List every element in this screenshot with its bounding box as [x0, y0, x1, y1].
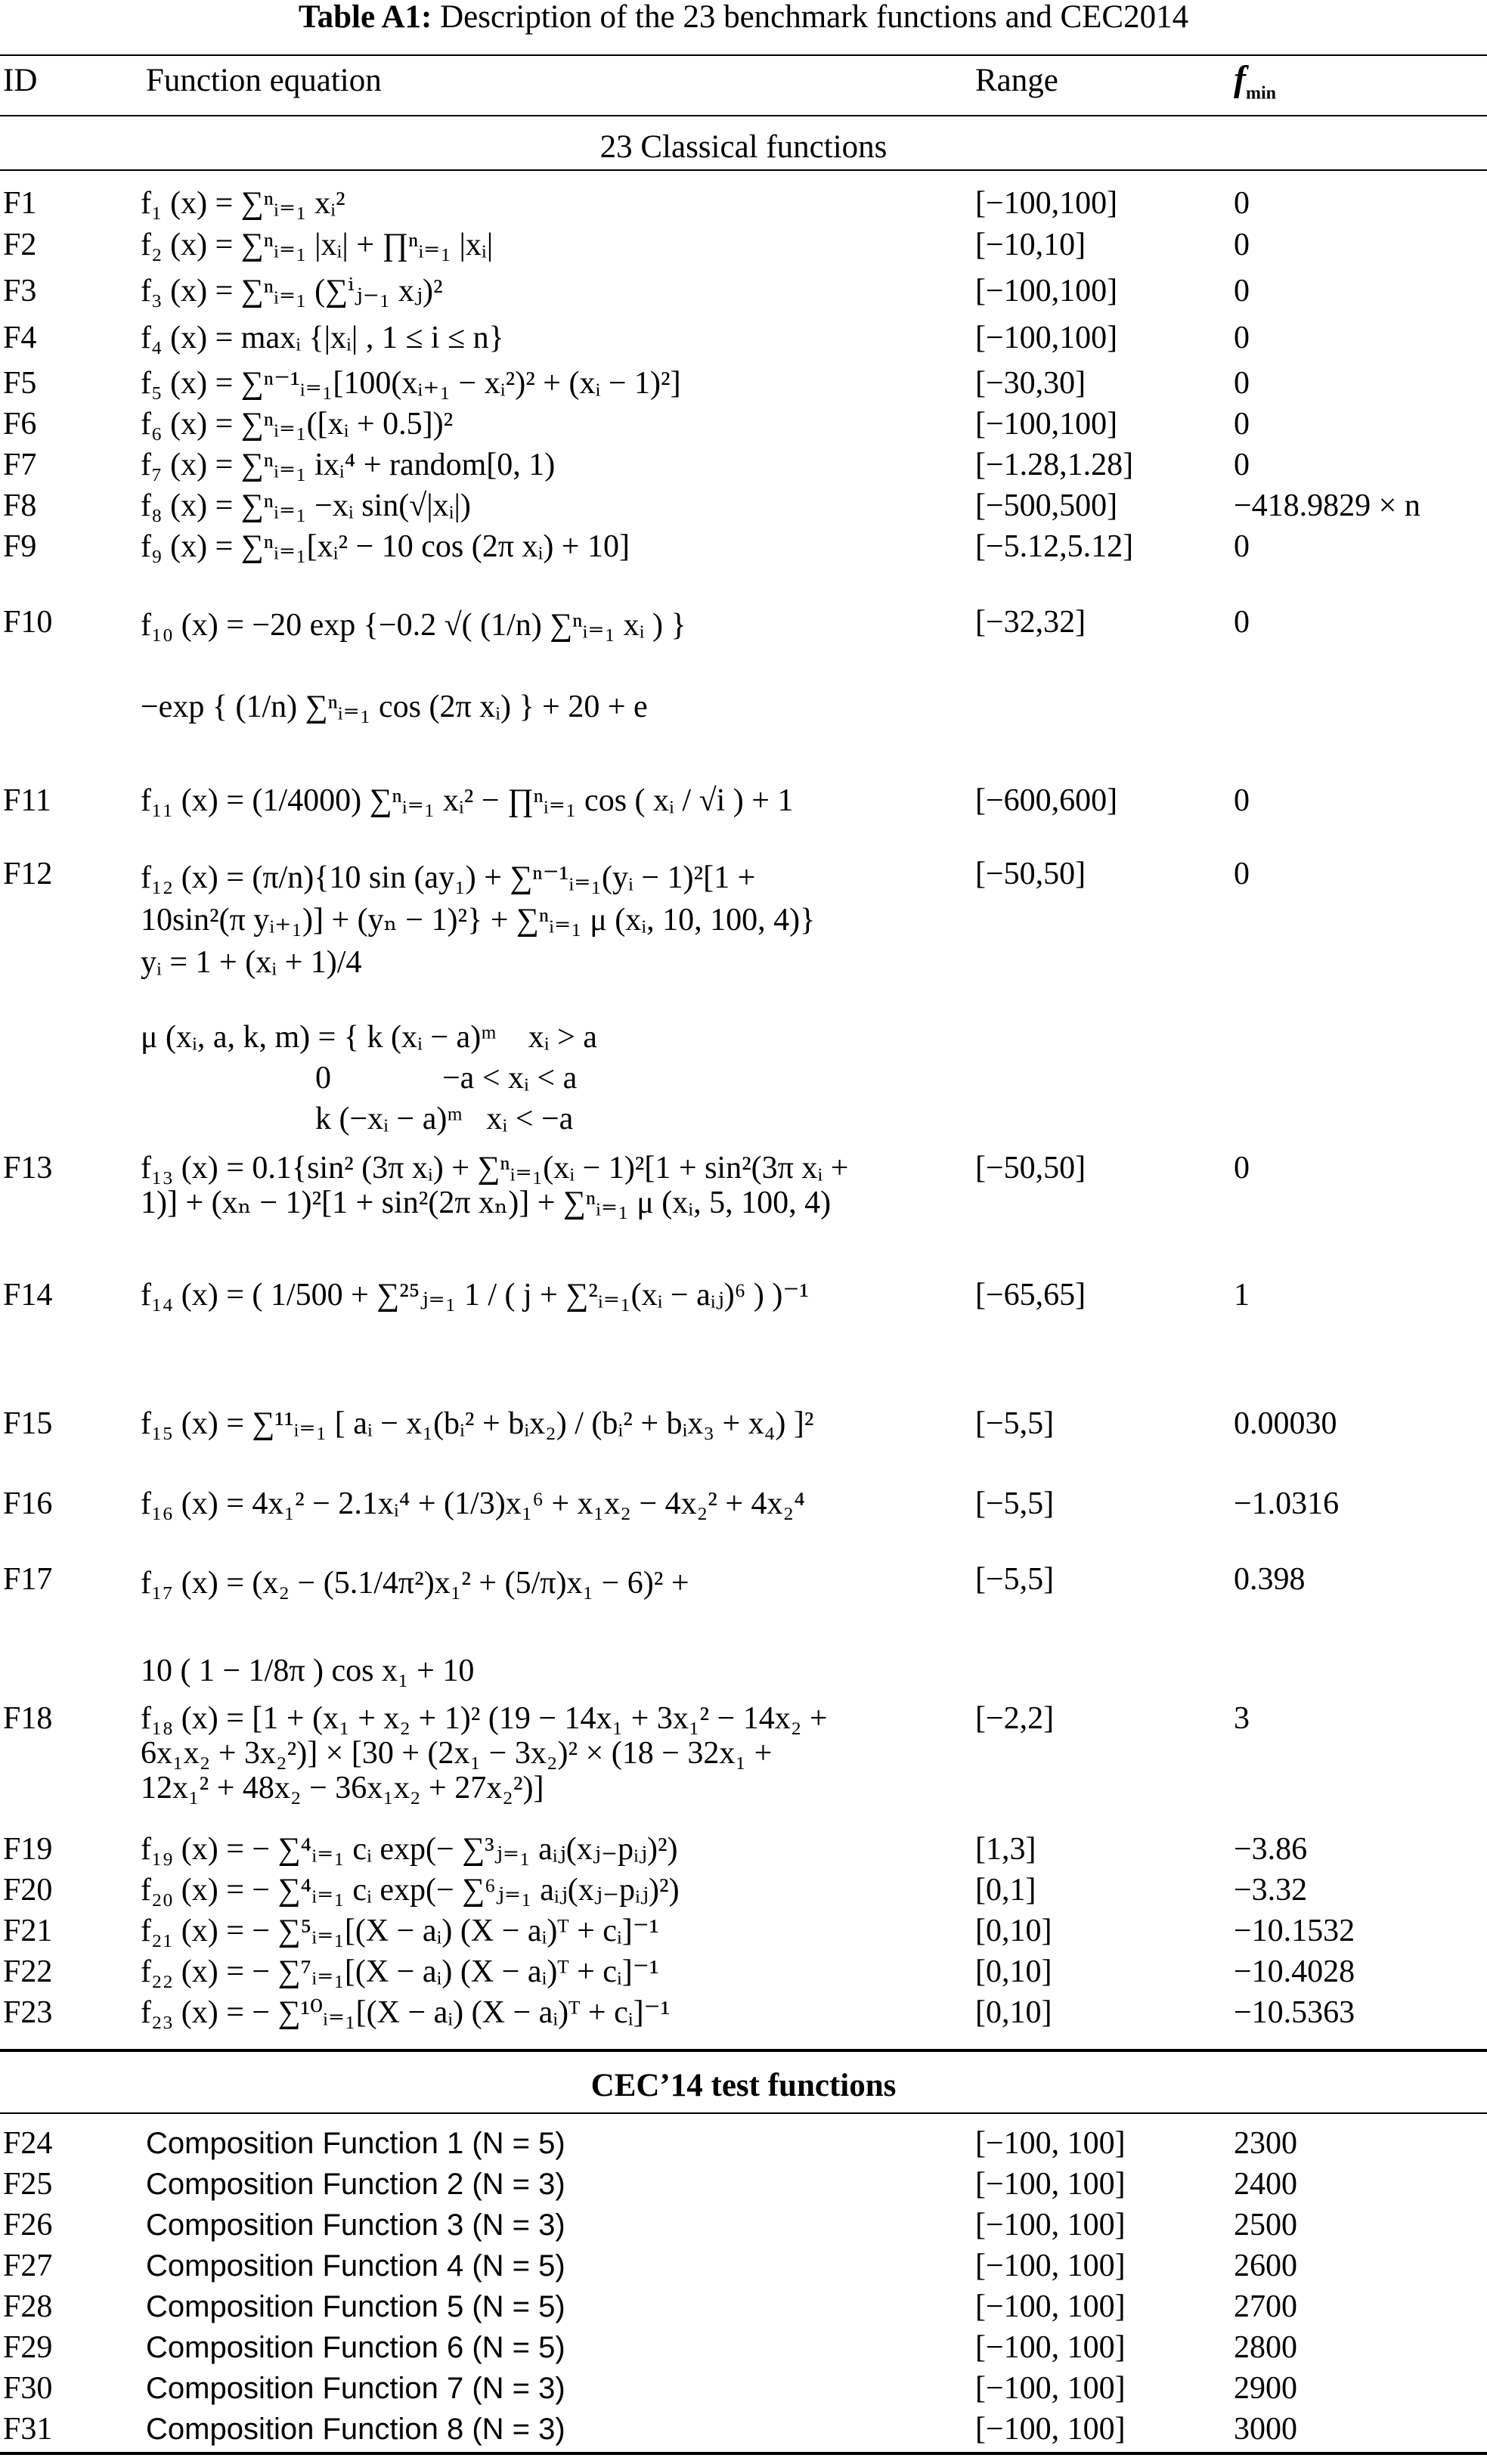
- caption-label: Table A1:: [298, 0, 432, 35]
- function-id: F15: [3, 1406, 53, 1441]
- function-equation: [141, 274, 965, 308]
- function-range: [−100, 100]: [975, 2208, 1126, 2242]
- function-range: [0,1]: [975, 1873, 1036, 1908]
- equation-line: f₁₀ (x) = −20 exp {−0.2 √( (1/n) ∑ⁿᵢ₌₁ xᵢ ) }: [141, 608, 686, 643]
- function-fmin: −10.5363: [1234, 1995, 1355, 2030]
- equation-line: f₁₄ (x) = ( 1/500 + ∑²⁵ⱼ₌₁ 1 / ( j + ∑²ᵢ₌₁(xᵢ − aᵢⱼ)⁶ ) )⁻¹: [141, 1278, 810, 1313]
- function-fmin: 3000: [1234, 2412, 1297, 2447]
- function-id: F3: [3, 274, 37, 308]
- function-id: F21: [3, 1914, 53, 1948]
- function-range: [−600,600]: [975, 783, 1118, 818]
- equation-line: [141, 1604, 965, 1650]
- function-range: [0,10]: [975, 1995, 1052, 2030]
- function-range: [−100, 100]: [975, 2126, 1126, 2161]
- function-equation: [141, 783, 965, 818]
- function-id: F30: [3, 2371, 53, 2406]
- equation-line: f₁₁ (x) = (1/4000) ∑ⁿᵢ₌₁ xᵢ² − ∏ⁿᵢ₌₁ cos ( xᵢ / √i ) + 1: [141, 783, 794, 818]
- equation-line: 12x₁² + 48x₂ − 36x₁x₂ + 27x₂²)]: [141, 1771, 544, 1805]
- function-range: [−1.28,1.28]: [975, 448, 1134, 482]
- equation-line: μ (xᵢ, a, k, m) = { k (xᵢ − a)ᵐ xᵢ > a: [141, 1020, 597, 1055]
- equation-line: yᵢ = 1 + (xᵢ + 1)/4: [141, 945, 362, 980]
- function-fmin: 2300: [1234, 2126, 1297, 2161]
- function-equation: [141, 1873, 965, 1908]
- function-equation: [141, 1406, 965, 1441]
- equation-line: 6x₁x₂ + 3x₂²)] × [30 + (2x₁ − 3x₂)² × (18 − 32x₁ +: [141, 1736, 773, 1771]
- function-fmin: −3.32: [1234, 1873, 1308, 1908]
- function-id: F18: [3, 1701, 53, 1736]
- function-range: [−100,100]: [975, 186, 1118, 221]
- function-id: F31: [3, 2412, 53, 2447]
- function-fmin: −3.86: [1234, 1832, 1308, 1867]
- function-id: F14: [3, 1278, 53, 1313]
- function-equation: [141, 1701, 965, 1805]
- function-id: F25: [3, 2167, 53, 2202]
- function-range: [−100, 100]: [975, 2412, 1126, 2447]
- header-fmin: [1234, 59, 1276, 111]
- function-equation: [141, 1995, 965, 2030]
- function-name: Composition Function 3 (N = 3): [146, 2208, 565, 2242]
- function-name: Composition Function 5 (N = 5): [146, 2290, 565, 2323]
- function-range: [−10,10]: [975, 228, 1086, 262]
- section-cec: CEC’14 test functions: [590, 2068, 897, 2103]
- function-id: F6: [3, 407, 37, 442]
- function-fmin: −10.4028: [1234, 1954, 1355, 1989]
- function-range: [−30,30]: [975, 366, 1086, 401]
- equation-line: f₂₂ (x) = − ∑⁷ᵢ₌₁[(X − aᵢ) (X − aᵢ)ᵀ + cᵢ]⁻¹: [141, 1954, 659, 1989]
- function-id: F9: [3, 529, 37, 564]
- function-name: Composition Function 6 (N = 5): [146, 2331, 565, 2364]
- function-fmin: 1: [1234, 1278, 1250, 1313]
- function-name: Composition Function 8 (N = 3): [146, 2413, 565, 2446]
- function-id: F2: [3, 228, 37, 262]
- equation-line: f₂₁ (x) = − ∑⁵ᵢ₌₁[(X − aᵢ) (X − aᵢ)ᵀ + cᵢ]⁻¹: [141, 1914, 659, 1948]
- function-range: [−100, 100]: [975, 2289, 1126, 2324]
- function-equation: [141, 488, 965, 523]
- equation-line: f₃ (x) = ∑ⁿᵢ₌₁ (∑ⁱⱼ₋₁ xⱼ)²: [141, 274, 443, 308]
- function-name: Composition Function 1 (N = 5): [146, 2127, 565, 2160]
- function-fmin: 2600: [1234, 2249, 1297, 2283]
- equation-line: f₂₀ (x) = − ∑⁴ᵢ₌₁ cᵢ exp(− ∑⁶ⱼ₌₁ aᵢⱼ(xⱼ₋pᵢⱼ)²): [141, 1873, 680, 1908]
- equation-line: f₁₆ (x) = 4x₁² − 2.1xᵢ⁴ + (1/3)x₁⁶ + x₁x₂ − 4x₂² + 4x₂⁴: [141, 1486, 805, 1521]
- function-range: [0,10]: [975, 1914, 1052, 1948]
- function-equation: [141, 1486, 965, 1521]
- equation-line: 10sin²(π yᵢ₊₁)] + (yₙ − 1)²} + ∑ⁿᵢ₌₁ μ (xᵢ, 10, 100, 4)}: [141, 903, 816, 938]
- function-fmin: 0: [1234, 783, 1250, 818]
- function-fmin: 2700: [1234, 2289, 1297, 2324]
- function-equation: [141, 228, 965, 262]
- table-caption: [0, 0, 1487, 35]
- function-range: [−100, 100]: [975, 2371, 1126, 2406]
- header-id: ID: [3, 63, 38, 98]
- top-rule: [0, 54, 1487, 56]
- equation-line: [141, 984, 965, 1017]
- equation-line: f₁₇ (x) = (x₂ − (5.1/4π²)x₁² + (5/π)x₁ − 6)² +: [141, 1566, 689, 1601]
- function-fmin: 0: [1234, 448, 1250, 482]
- function-equation: [141, 1151, 965, 1220]
- function-id: F23: [3, 1995, 53, 2030]
- function-range: [−100,100]: [975, 407, 1118, 442]
- function-id: F5: [3, 366, 37, 401]
- equation-line: f₁₂ (x) = (π/n){10 sin (ay₁) + ∑ⁿ⁻¹ᵢ₌₁(yᵢ − 1)²[1 +: [141, 860, 756, 895]
- function-equation: [141, 1914, 965, 1948]
- function-range: [−50,50]: [975, 1151, 1086, 1186]
- function-range: [−100, 100]: [975, 2330, 1126, 2365]
- function-equation: [141, 321, 965, 355]
- function-range: [−5,5]: [975, 1406, 1055, 1441]
- function-range: [0,10]: [975, 1954, 1052, 1989]
- function-equation: [141, 186, 965, 221]
- function-fmin: 0: [1234, 529, 1250, 564]
- equation-line: f₅ (x) = ∑ⁿ⁻¹ᵢ₌₁[100(xᵢ₊₁ − xᵢ²)² + (xᵢ − 1)²]: [141, 366, 681, 401]
- function-id: F10: [3, 605, 53, 640]
- function-range: [−5,5]: [975, 1486, 1055, 1521]
- equation-line: f₉ (x) = ∑ⁿᵢ₌₁[xᵢ² − 10 cos (2π xᵢ) + 10]: [141, 529, 630, 564]
- equation-line: f₆ (x) = ∑ⁿᵢ₌₁([xᵢ + 0.5])²: [141, 407, 454, 442]
- header-equation: Function equation: [146, 63, 382, 98]
- equation-line: 0 −a < xᵢ < a: [141, 1061, 578, 1096]
- section-rule-classical: [0, 169, 1487, 171]
- equation-line: f₇ (x) = ∑ⁿᵢ₌₁ ixᵢ⁴ + random[0, 1): [141, 448, 556, 482]
- function-id: F8: [3, 488, 37, 523]
- function-fmin: 0: [1234, 605, 1250, 640]
- function-fmin: 0: [1234, 1151, 1250, 1186]
- function-fmin: 0: [1234, 274, 1250, 308]
- function-fmin: 0.398: [1234, 1562, 1306, 1597]
- function-fmin: 2800: [1234, 2330, 1297, 2365]
- caption-text: Description of the 23 benchmark functions and CEC2014: [440, 0, 1189, 35]
- header-range: Range: [975, 63, 1058, 98]
- function-id: F26: [3, 2208, 53, 2242]
- equation-line: f₁ (x) = ∑ⁿᵢ₌₁ xᵢ²: [141, 186, 345, 221]
- function-range: [−65,65]: [975, 1278, 1086, 1313]
- function-fmin: 0: [1234, 186, 1250, 221]
- equation-line: f₁₃ (x) = 0.1{sin² (3π xᵢ) + ∑ⁿᵢ₌₁(xᵢ − 1)²[1 + sin²(3π xᵢ +: [141, 1151, 849, 1186]
- equation-line: f₂ (x) = ∑ⁿᵢ₌₁ |xᵢ| + ∏ⁿᵢ₌₁ |xᵢ|: [141, 228, 494, 262]
- function-fmin: 0: [1234, 321, 1250, 355]
- function-fmin: 0: [1234, 366, 1250, 401]
- function-range: [−100,100]: [975, 274, 1118, 308]
- function-range: [−32,32]: [975, 605, 1086, 640]
- function-fmin: −418.9829 × n: [1234, 488, 1420, 523]
- equation-line: f₁₅ (x) = ∑¹¹ᵢ₌₁ [ aᵢ − x₁(bᵢ² + bᵢx₂) / (bᵢ² + bᵢx₃ + x₄) ]²: [141, 1406, 814, 1441]
- function-id: F16: [3, 1486, 53, 1521]
- function-range: [−100, 100]: [975, 2249, 1126, 2283]
- equation-line: f₄ (x) = maxᵢ {|xᵢ| , 1 ≤ i ≤ n}: [141, 321, 504, 355]
- function-name: Composition Function 4 (N = 5): [146, 2249, 565, 2283]
- function-id: F11: [3, 783, 51, 818]
- function-range: [−5,5]: [975, 1562, 1055, 1597]
- function-id: F7: [3, 448, 37, 482]
- equation-line: k (−xᵢ − a)ᵐ xᵢ < −a: [141, 1102, 574, 1136]
- function-range: [−100, 100]: [975, 2167, 1126, 2202]
- function-id: F29: [3, 2330, 53, 2365]
- section-rule-cec: [0, 2112, 1487, 2114]
- function-range: [−100,100]: [975, 321, 1118, 355]
- function-equation: [141, 366, 965, 401]
- section-classical: 23 Classical functions: [599, 129, 888, 165]
- function-equation: [141, 529, 965, 564]
- function-fmin: 2500: [1234, 2208, 1297, 2242]
- function-name: Composition Function 2 (N = 3): [146, 2168, 565, 2201]
- equation-line: f₈ (x) = ∑ⁿᵢ₌₁ −xᵢ sin(√|xᵢ|): [141, 488, 471, 523]
- function-equation: [141, 1562, 965, 1692]
- function-range: [−2,2]: [975, 1701, 1055, 1736]
- function-name: Composition Function 7 (N = 3): [146, 2372, 565, 2405]
- function-id: F4: [3, 321, 37, 355]
- function-fmin: 0.00030: [1234, 1406, 1337, 1441]
- function-id: F1: [3, 186, 37, 221]
- function-id: F13: [3, 1151, 53, 1186]
- header-rule: [0, 115, 1487, 116]
- function-id: F17: [3, 1562, 53, 1597]
- function-range: [1,3]: [975, 1832, 1036, 1867]
- function-equation: [141, 857, 965, 1139]
- function-id: F19: [3, 1832, 53, 1867]
- function-id: F24: [3, 2126, 53, 2161]
- function-id: F27: [3, 2249, 53, 2283]
- function-equation: [141, 448, 965, 482]
- function-fmin: 2900: [1234, 2371, 1297, 2406]
- header-fmin-f: f: [1234, 59, 1246, 99]
- function-id: F28: [3, 2289, 53, 2324]
- function-id: F20: [3, 1873, 53, 1908]
- function-fmin: 0: [1234, 228, 1250, 262]
- header-fmin-sub: min: [1245, 83, 1276, 104]
- equation-line: −exp { (1/n) ∑ⁿᵢ₌₁ cos (2π xᵢ) } + 20 + e: [141, 690, 648, 724]
- equation-line: f₂₃ (x) = − ∑¹⁰ᵢ₌₁[(X − aᵢ) (X − aᵢ)ᵀ + cᵢ]⁻¹: [141, 1995, 671, 2030]
- function-fmin: 3: [1234, 1701, 1250, 1736]
- function-range: [−50,50]: [975, 857, 1086, 891]
- function-equation: [141, 605, 965, 727]
- function-equation: [141, 407, 965, 442]
- function-fmin: 0: [1234, 407, 1250, 442]
- function-id: F22: [3, 1954, 53, 1989]
- equation-line: 1)] + (xₙ − 1)²[1 + sin²(2π xₙ)] + ∑ⁿᵢ₌₁ μ (xᵢ, 5, 100, 4): [141, 1186, 832, 1220]
- function-fmin: 0: [1234, 857, 1250, 891]
- bottom-rule: [0, 2452, 1487, 2455]
- equation-line: [141, 646, 965, 687]
- equation-line: f₁₈ (x) = [1 + (x₁ + x₂ + 1)² (19 − 14x₁ + 3x₁² − 14x₂ +: [141, 1701, 828, 1736]
- function-fmin: −10.1532: [1234, 1914, 1355, 1948]
- function-equation: [141, 1832, 965, 1867]
- equation-line: f₁₉ (x) = − ∑⁴ᵢ₌₁ cᵢ exp(− ∑³ⱼ₌₁ aᵢⱼ(xⱼ₋pᵢⱼ)²): [141, 1832, 678, 1867]
- function-equation: [141, 1954, 965, 1989]
- function-equation: [141, 1278, 965, 1313]
- function-fmin: 2400: [1234, 2167, 1297, 2202]
- function-range: [−500,500]: [975, 488, 1118, 523]
- function-id: F12: [3, 857, 53, 891]
- function-fmin: −1.0316: [1234, 1486, 1340, 1521]
- section-rule-cec-top: [0, 2049, 1487, 2052]
- equation-line: 10 ( 1 − 1/8π ) cos x₁ + 10: [141, 1654, 475, 1688]
- function-range: [−5.12,5.12]: [975, 529, 1134, 564]
